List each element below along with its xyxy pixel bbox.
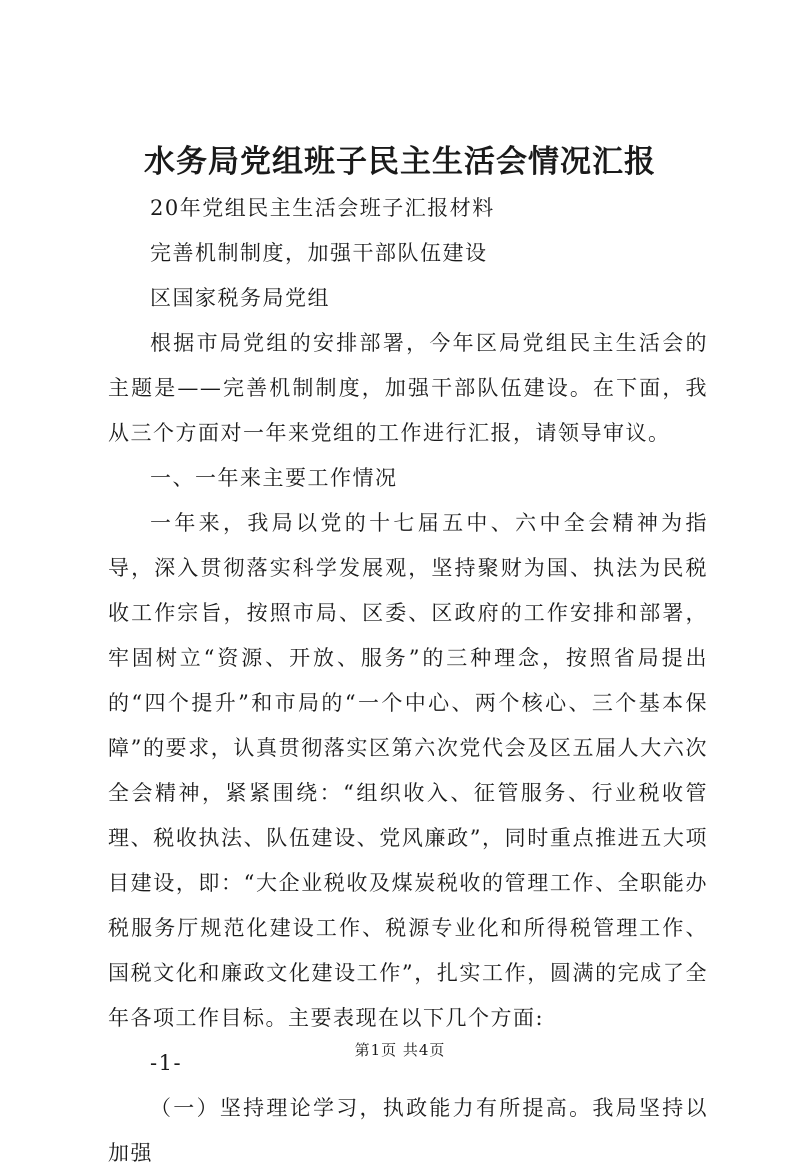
- paragraph-body: 一年来，我局以党的十七届五中、六中全会精神为指导，深入贯彻落实科学发展观，坚持聚财为国、执法为民税收工作宗旨，按照市局、区委、区政府的工作安排和部署，牢固树立“资源、开放、服务”的三种理念，按照省局提出的“四个提升”和市局的“一个中心、两个核心、三个基本保障”的要求，认真贯彻落实区第六次党代会及区五届人大六次全会精神，紧紧围绕：“组织收入、征管服务、行业税收管理、税收执法、队伍建设、党风廉政”，同时重点推进五大项目建设，即：“大企业税收及煤炭税收的管理工作、全职能办税服务厅规范化建设工作、税源专业化和所得税管理工作、国税文化和廉政文化建设工作”，扎实工作，圆满的完成了全年各项工作目标。主要表现在以下几个方面:: [108, 511, 708, 1030]
- inline-page-number: -1-: [150, 1051, 183, 1075]
- paragraph-author: 区国家税务局党组: [150, 286, 330, 310]
- document-body: [108, 186, 708, 1176]
- paragraph-subsection: （一）坚持理论学习，执政能力有所提高。我局坚持以加强: [108, 1096, 708, 1165]
- paragraph-intro: 根据市局党组的安排部署，今年区局党组民主生活会的主题是——完善机制制度，加强干部队伍建设。在下面，我从三个方面对一年来党组的工作进行汇报，请领导审议。: [108, 331, 708, 445]
- paragraph-theme: 完善机制制度，加强干部队伍建设: [150, 241, 488, 265]
- section-heading: 一、一年来主要工作情况: [150, 466, 398, 490]
- document-title: 水务局党组班子民主生活会情况汇报: [144, 144, 656, 180]
- paragraph-subtitle: 20年党组民主生活会班子汇报材料: [150, 196, 495, 220]
- page-footer: 第1页 共4页: [354, 1041, 446, 1059]
